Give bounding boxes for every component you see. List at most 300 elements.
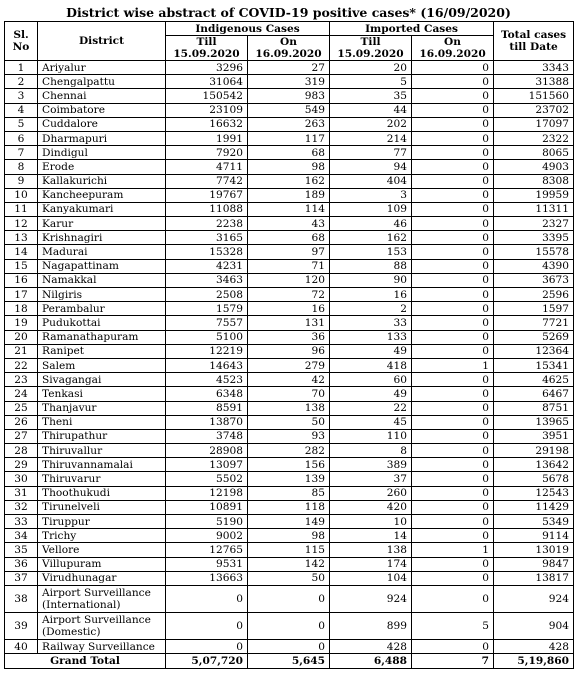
sl-no-cell: 24 [5,387,38,401]
indigenous-till-cell: 9531 [166,557,248,571]
header-indigenous-cases: Indigenous Cases [166,22,330,36]
district-cell: Coimbatore [38,103,166,117]
total-imported-on: 7 [412,654,494,669]
table-row [5,387,574,401]
indigenous-on-cell: 138 [248,401,330,415]
sl-no-cell: 8 [5,160,38,174]
table-row [5,639,574,653]
district-cell: Salem [38,358,166,372]
district-cell: Nagapattinam [38,259,166,273]
sl-no-cell: 40 [5,639,38,653]
indigenous-on-cell: 139 [248,472,330,486]
indigenous-till-cell: 12765 [166,543,248,557]
district-cell: Thirupathur [38,429,166,443]
district-cell: Thiruvarur [38,472,166,486]
imported-on-cell: 1 [412,358,494,372]
district-cell: Chengalpattu [38,75,166,89]
total-cell: 9114 [494,529,574,543]
sl-no-cell: 14 [5,245,38,259]
imported-on-cell: 0 [412,231,494,245]
indigenous-till-cell: 2238 [166,217,248,231]
indigenous-till-cell: 5100 [166,330,248,344]
imported-on-cell: 0 [412,330,494,344]
imported-till-cell: 162 [330,231,412,245]
sl-no-cell: 21 [5,344,38,358]
indigenous-till-cell: 19767 [166,188,248,202]
indigenous-till-cell: 8591 [166,401,248,415]
indigenous-till-cell: 4711 [166,160,248,174]
total-cell: 3343 [494,61,574,75]
table-row [5,245,574,259]
indigenous-on-cell: 50 [248,415,330,429]
table-row [5,231,574,245]
district-cell: Nilgiris [38,288,166,302]
total-cell: 12364 [494,344,574,358]
indigenous-till-cell: 3463 [166,273,248,287]
indigenous-till-cell: 13663 [166,571,248,585]
imported-till-cell: 2 [330,302,412,316]
sl-no-cell: 1 [5,61,38,75]
imported-till-cell: 33 [330,316,412,330]
total-cell: 151560 [494,89,574,103]
indigenous-on-cell: 72 [248,288,330,302]
imported-on-cell: 0 [412,429,494,443]
district-cell: Airport Surveillance (International) [38,585,166,612]
imported-till-cell: 46 [330,217,412,231]
total-cell: 1597 [494,302,574,316]
district-cell: Dindigul [38,146,166,160]
total-cell: 17097 [494,117,574,131]
total-all-cases: 5,19,860 [494,654,574,669]
sl-no-cell: 9 [5,174,38,188]
sl-no-cell: 23 [5,373,38,387]
imported-till-cell: 174 [330,557,412,571]
district-cell: Tenkasi [38,387,166,401]
indigenous-on-cell: 189 [248,188,330,202]
total-cell: 2596 [494,288,574,302]
imported-on-cell: 0 [412,103,494,117]
imported-till-cell: 138 [330,543,412,557]
imported-till-cell: 428 [330,639,412,653]
sl-no-cell: 3 [5,89,38,103]
table-row [5,557,574,571]
indigenous-on-cell: 114 [248,202,330,216]
table-row [5,146,574,160]
imported-till-cell: 44 [330,103,412,117]
district-cell: Tirunelveli [38,500,166,514]
imported-on-cell: 0 [412,639,494,653]
table-row [5,330,574,344]
sl-no-cell: 12 [5,217,38,231]
header-indigenous-on: On 16.09.2020 [248,36,330,61]
indigenous-till-cell: 3296 [166,61,248,75]
imported-on-cell: 0 [412,373,494,387]
sl-no-cell: 20 [5,330,38,344]
imported-till-cell: 49 [330,387,412,401]
total-cell: 2327 [494,217,574,231]
table-row [5,202,574,216]
imported-on-cell: 1 [412,543,494,557]
sl-no-cell: 10 [5,188,38,202]
sl-no-cell: 15 [5,259,38,273]
sl-no-cell: 17 [5,288,38,302]
district-cell: Kallakurichi [38,174,166,188]
imported-on-cell: 0 [412,288,494,302]
total-cell: 29198 [494,444,574,458]
indigenous-till-cell: 12219 [166,344,248,358]
district-cell: Madurai [38,245,166,259]
sl-no-cell: 38 [5,585,38,612]
total-imported-till: 6,488 [330,654,412,669]
district-cell: Thiruvallur [38,444,166,458]
table-row [5,103,574,117]
imported-on-cell: 0 [412,117,494,131]
imported-till-cell: 16 [330,288,412,302]
sl-no-cell: 19 [5,316,38,330]
indigenous-till-cell: 1991 [166,131,248,145]
header-imported-cases: Imported Cases [330,22,494,36]
district-cell: Tiruppur [38,515,166,529]
total-cell: 7721 [494,316,574,330]
indigenous-till-cell: 2508 [166,288,248,302]
indigenous-till-cell: 16632 [166,117,248,131]
imported-till-cell: 94 [330,160,412,174]
imported-till-cell: 90 [330,273,412,287]
indigenous-on-cell: 16 [248,302,330,316]
total-cell: 3951 [494,429,574,443]
imported-till-cell: 202 [330,117,412,131]
imported-on-cell: 0 [412,174,494,188]
district-cell: Chennai [38,89,166,103]
district-cell: Ranipet [38,344,166,358]
indigenous-till-cell: 4523 [166,373,248,387]
imported-till-cell: 214 [330,131,412,145]
indigenous-till-cell: 7920 [166,146,248,160]
district-cell: Villupuram [38,557,166,571]
imported-on-cell: 0 [412,160,494,174]
sl-no-cell: 11 [5,202,38,216]
indigenous-till-cell: 5502 [166,472,248,486]
imported-on-cell: 0 [412,259,494,273]
indigenous-on-cell: 319 [248,75,330,89]
indigenous-till-cell: 10891 [166,500,248,514]
indigenous-on-cell: 0 [248,639,330,653]
indigenous-on-cell: 142 [248,557,330,571]
indigenous-till-cell: 7742 [166,174,248,188]
sl-no-cell: 13 [5,231,38,245]
total-cell: 13965 [494,415,574,429]
indigenous-on-cell: 983 [248,89,330,103]
imported-till-cell: 20 [330,61,412,75]
district-cell: Pudukottai [38,316,166,330]
table-row [5,75,574,89]
district-cell: Erode [38,160,166,174]
imported-on-cell: 0 [412,529,494,543]
header-total-cases: Total cases till Date [494,22,574,61]
indigenous-on-cell: 282 [248,444,330,458]
total-cell: 8751 [494,401,574,415]
imported-till-cell: 109 [330,202,412,216]
imported-on-cell: 0 [412,571,494,585]
table-row [5,486,574,500]
indigenous-on-cell: 93 [248,429,330,443]
indigenous-on-cell: 68 [248,231,330,245]
grand-total-row [5,654,574,669]
header-imported-till: Till 15.09.2020 [330,36,412,61]
indigenous-on-cell: 98 [248,529,330,543]
imported-on-cell: 0 [412,415,494,429]
indigenous-on-cell: 149 [248,515,330,529]
district-cell: Vellore [38,543,166,557]
imported-on-cell: 0 [412,401,494,415]
imported-till-cell: 60 [330,373,412,387]
total-cell: 924 [494,585,574,612]
table-row [5,259,574,273]
imported-till-cell: 10 [330,515,412,529]
sl-no-cell: 31 [5,486,38,500]
sl-no-cell: 26 [5,415,38,429]
indigenous-till-cell: 13870 [166,415,248,429]
district-cell: Krishnagiri [38,231,166,245]
district-cell: Sivagangai [38,373,166,387]
table-row [5,529,574,543]
indigenous-till-cell: 14643 [166,358,248,372]
table-row [5,316,574,330]
sl-no-cell: 34 [5,529,38,543]
total-cell: 3395 [494,231,574,245]
imported-till-cell: 153 [330,245,412,259]
indigenous-on-cell: 156 [248,458,330,472]
table-row [5,585,574,612]
sl-no-cell: 16 [5,273,38,287]
imported-till-cell: 5 [330,75,412,89]
total-cell: 15578 [494,245,574,259]
imported-till-cell: 404 [330,174,412,188]
table-row [5,373,574,387]
imported-on-cell: 0 [412,146,494,160]
indigenous-till-cell: 150542 [166,89,248,103]
indigenous-on-cell: 43 [248,217,330,231]
indigenous-on-cell: 97 [248,245,330,259]
indigenous-till-cell: 3165 [166,231,248,245]
imported-on-cell: 0 [412,444,494,458]
total-cell: 5678 [494,472,574,486]
imported-on-cell: 0 [412,61,494,75]
sl-no-cell: 36 [5,557,38,571]
sl-no-cell: 4 [5,103,38,117]
indigenous-on-cell: 36 [248,330,330,344]
imported-till-cell: 3 [330,188,412,202]
indigenous-on-cell: 96 [248,344,330,358]
indigenous-till-cell: 7557 [166,316,248,330]
imported-on-cell: 0 [412,500,494,514]
sl-no-cell: 5 [5,117,38,131]
imported-on-cell: 0 [412,273,494,287]
district-cell: Thoothukudi [38,486,166,500]
district-cell: Karur [38,217,166,231]
table-header [5,22,574,61]
imported-till-cell: 88 [330,259,412,273]
header-district: District [38,22,166,61]
imported-on-cell: 0 [412,387,494,401]
sl-no-cell: 39 [5,612,38,639]
district-cell: Theni [38,415,166,429]
imported-on-cell: 0 [412,557,494,571]
table-row [5,415,574,429]
table-row [5,160,574,174]
imported-till-cell: 37 [330,472,412,486]
table-body [5,61,574,669]
indigenous-till-cell: 6348 [166,387,248,401]
table-row [5,444,574,458]
indigenous-till-cell: 0 [166,612,248,639]
district-cell: Thiruvannamalai [38,458,166,472]
imported-on-cell: 0 [412,89,494,103]
total-cell: 8308 [494,174,574,188]
total-cell: 13019 [494,543,574,557]
indigenous-on-cell: 85 [248,486,330,500]
imported-on-cell: 0 [412,316,494,330]
table-row [5,472,574,486]
table-row [5,571,574,585]
indigenous-till-cell: 31064 [166,75,248,89]
district-cell: Airport Surveillance (Domestic) [38,612,166,639]
total-cell: 9847 [494,557,574,571]
imported-on-cell: 0 [412,75,494,89]
indigenous-on-cell: 68 [248,146,330,160]
imported-till-cell: 22 [330,401,412,415]
indigenous-on-cell: 279 [248,358,330,372]
imported-till-cell: 77 [330,146,412,160]
imported-on-cell: 0 [412,302,494,316]
indigenous-till-cell: 9002 [166,529,248,543]
imported-on-cell: 0 [412,458,494,472]
indigenous-till-cell: 4231 [166,259,248,273]
indigenous-till-cell: 0 [166,639,248,653]
district-cell: Ariyalur [38,61,166,75]
indigenous-on-cell: 549 [248,103,330,117]
sl-no-cell: 27 [5,429,38,443]
sl-no-cell: 25 [5,401,38,415]
district-cell: Kanyakumari [38,202,166,216]
table-row [5,429,574,443]
table-row [5,288,574,302]
table-row [5,217,574,231]
imported-on-cell: 0 [412,515,494,529]
district-cell: Namakkal [38,273,166,287]
sl-no-cell: 33 [5,515,38,529]
header-sl-no: Sl. No [5,22,38,61]
sl-no-cell: 2 [5,75,38,89]
table-row [5,61,574,75]
imported-till-cell: 899 [330,612,412,639]
table-row [5,188,574,202]
indigenous-till-cell: 1579 [166,302,248,316]
imported-on-cell: 0 [412,202,494,216]
table-row [5,302,574,316]
indigenous-on-cell: 98 [248,160,330,174]
imported-till-cell: 14 [330,529,412,543]
indigenous-on-cell: 70 [248,387,330,401]
imported-till-cell: 35 [330,89,412,103]
imported-on-cell: 0 [412,245,494,259]
total-cell: 31388 [494,75,574,89]
indigenous-on-cell: 50 [248,571,330,585]
table-row [5,515,574,529]
district-cell: Cuddalore [38,117,166,131]
total-indigenous-on: 5,645 [248,654,330,669]
imported-on-cell: 0 [412,188,494,202]
imported-on-cell: 0 [412,344,494,358]
total-cell: 13642 [494,458,574,472]
total-cell: 12543 [494,486,574,500]
table-row [5,273,574,287]
indigenous-on-cell: 131 [248,316,330,330]
imported-on-cell: 0 [412,131,494,145]
indigenous-on-cell: 117 [248,131,330,145]
total-cell: 11311 [494,202,574,216]
district-cell: Kancheepuram [38,188,166,202]
sl-no-cell: 29 [5,458,38,472]
table-row [5,612,574,639]
indigenous-on-cell: 42 [248,373,330,387]
sl-no-cell: 6 [5,131,38,145]
table-row [5,543,574,557]
indigenous-on-cell: 0 [248,612,330,639]
imported-on-cell: 0 [412,217,494,231]
total-cell: 5269 [494,330,574,344]
sl-no-cell: 7 [5,146,38,160]
imported-till-cell: 133 [330,330,412,344]
sl-no-cell: 22 [5,358,38,372]
total-cell: 19959 [494,188,574,202]
total-cell: 428 [494,639,574,653]
header-imported-on: On 16.09.2020 [412,36,494,61]
indigenous-till-cell: 5190 [166,515,248,529]
indigenous-on-cell: 263 [248,117,330,131]
district-cell: Thanjavur [38,401,166,415]
sl-no-cell: 32 [5,500,38,514]
total-cell: 23702 [494,103,574,117]
imported-on-cell: 5 [412,612,494,639]
table-row [5,131,574,145]
sl-no-cell: 37 [5,571,38,585]
total-cell: 4625 [494,373,574,387]
total-cell: 3673 [494,273,574,287]
table-row [5,344,574,358]
indigenous-till-cell: 0 [166,585,248,612]
sl-no-cell: 35 [5,543,38,557]
imported-on-cell: 0 [412,486,494,500]
imported-till-cell: 45 [330,415,412,429]
table-row [5,174,574,188]
district-cell: Dharmapuri [38,131,166,145]
table-row [5,458,574,472]
total-cell: 2322 [494,131,574,145]
table-row [5,500,574,514]
total-cell: 4390 [494,259,574,273]
grand-total-label: Grand Total [5,654,166,669]
imported-till-cell: 418 [330,358,412,372]
total-cell: 13817 [494,571,574,585]
indigenous-on-cell: 118 [248,500,330,514]
total-cell: 4903 [494,160,574,174]
indigenous-on-cell: 120 [248,273,330,287]
table-row [5,358,574,372]
imported-till-cell: 8 [330,444,412,458]
imported-till-cell: 104 [330,571,412,585]
total-cell: 904 [494,612,574,639]
